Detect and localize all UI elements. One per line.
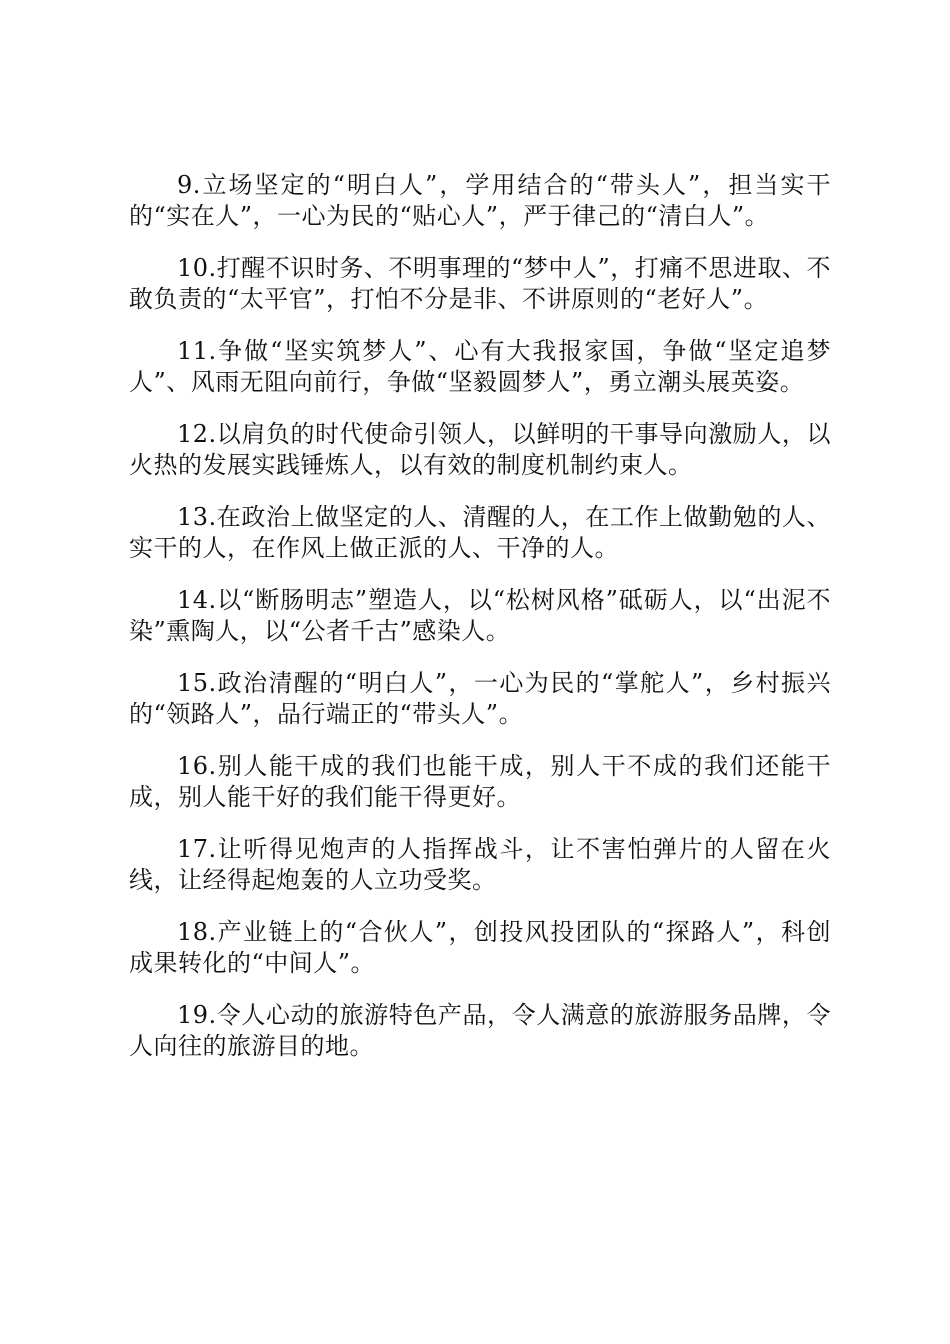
paragraph-19: 19.令人心动的旅游特色产品，令人满意的旅游服务品牌，令人向往的旅游目的地。 bbox=[129, 1001, 831, 1060]
paragraph-13: 13.在政治上做坚定的人、清醒的人，在工作上做勤勉的人、实干的人，在作风上做正派的人、干净的人。 bbox=[129, 503, 831, 562]
paragraph-12: 12.以肩负的时代使命引领人，以鲜明的干事导向激励人，以火热的发展实践锤炼人，以有效的制度机制约束人。 bbox=[129, 420, 831, 479]
paragraph-9: 9.立场坚定的“明白人”，学用结合的“带头人”，担当实干的“实在人”，一心为民的“贴心人”，严于律己的“清白人”。 bbox=[129, 171, 831, 230]
paragraph-10: 10.打醒不识时务、不明事理的“梦中人”，打痛不思进取、不敢负责的“太平官”，打怕不分是非、不讲原则的“老好人”。 bbox=[129, 254, 831, 313]
document-page bbox=[129, 170, 831, 1083]
paragraph-15: 15.政治清醒的“明白人”，一心为民的“掌舵人”，乡村振兴的“领路人”，品行端正的“带头人”。 bbox=[129, 669, 831, 728]
paragraph-11: 11.争做“坚实筑梦人”、心有大我报家国，争做“坚定追梦人”、风雨无阻向前行，争做“坚毅圆梦人”，勇立潮头展英姿。 bbox=[129, 337, 831, 396]
paragraph-14: 14.以“断肠明志”塑造人，以“松树风格”砥砺人，以“出泥不染”熏陶人，以“公者千古”感染人。 bbox=[129, 586, 831, 645]
paragraph-17: 17.让听得见炮声的人指挥战斗，让不害怕弹片的人留在火线，让经得起炮轰的人立功受奖。 bbox=[129, 835, 831, 894]
paragraph-16: 16.别人能干成的我们也能干成，别人干不成的我们还能干成，别人能干好的我们能干得更好。 bbox=[129, 752, 831, 811]
paragraph-18: 18.产业链上的“合伙人”，创投风投团队的“探路人”，科创成果转化的“中间人”。 bbox=[129, 918, 831, 977]
